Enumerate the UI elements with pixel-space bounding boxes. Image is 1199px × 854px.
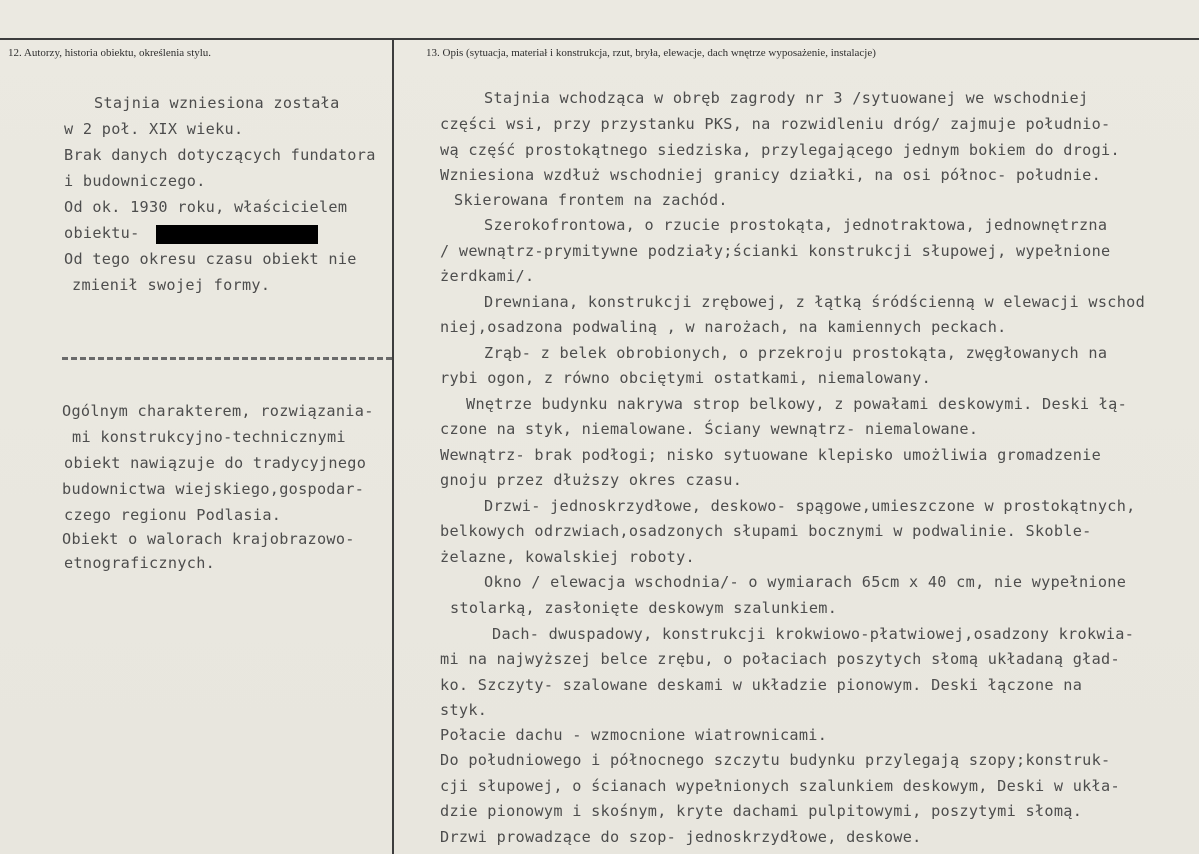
description-line: stolarką, zasłonięte deskowym szalunkiem. [450, 599, 838, 617]
description-line: części wsi, przy przystanku PKS, na rozwidleniu dróg/ zajmuje południo- [440, 115, 1111, 133]
description-line: Wzniesiona wzdłuż wschodniej granicy działki, na osi północ- południe. [440, 166, 1102, 184]
style-line: mi konstrukcyjno-technicznymi [72, 428, 346, 446]
description-line: żelazne, kowalskiej roboty. [440, 548, 695, 566]
section-12-title: 12. Autorzy, historia obiektu, określenia stylu. [8, 47, 212, 59]
section-13-title: 13. Opis (sytuacja, materiał i konstrukcja, rzut, bryła, elewacje, dach wnętrze wyposażenie, instalacje) [426, 47, 876, 59]
history-line: Brak danych dotyczących fundatora [64, 146, 376, 164]
description-line: cji słupowej, o ścianach wypełnionych szalunkiem deskowym, Deski w ukła- [440, 777, 1120, 795]
description-line: gnoju przez dłuższy okres czasu. [440, 471, 743, 489]
description-line: styk. [440, 701, 488, 719]
description-line: Wnętrze budynku nakrywa strop belkowy, z powałami deskowymi. Deski łą- [466, 395, 1128, 413]
description-line: Dach- dwuspadowy, konstrukcji krokwiowo-płatwiowej,osadzony krokwia- [492, 625, 1135, 643]
description-line: Wewnątrz- brak podłogi; nisko sytuowane klepisko umożliwia gromadzenie [440, 446, 1102, 464]
style-line: czego regionu Podlasia. [64, 506, 282, 524]
description-line: Drewniana, konstrukcji zrębowej, z łątką śródścienną w elewacji wschod [484, 293, 1146, 311]
description-line: Połacie dachu - wzmocnione wiatrownicami. [440, 726, 828, 744]
description-line: belkowych odrzwiach,osadzonych słupami bocznymi w podwalinie. Skoble- [440, 522, 1092, 540]
description-line: żerdkami/. [440, 267, 535, 285]
description-line: mi na najwyższej belce zrębu, o połaciach poszytych słomą układaną gład- [440, 650, 1120, 668]
history-line: Stajnia wzniesiona została [94, 94, 340, 112]
history-line: w 2 poł. XIX wieku. [64, 120, 244, 138]
style-line: etnograficznych. [64, 554, 216, 572]
description-line: Zrąb- z belek obrobionych, o przekroju prostokąta, zwęgłowanych na [484, 344, 1108, 362]
history-line: obiektu- [64, 224, 140, 242]
description-line: Skierowana frontem na zachód. [454, 191, 728, 209]
style-line: obiekt nawiązuje do tradycyjnego [64, 454, 367, 472]
history-line: i budowniczego. [64, 172, 206, 190]
redacted-owner-name [156, 225, 318, 244]
history-line: zmienił swojej formy. [72, 276, 271, 294]
history-line: Od ok. 1930 roku, właścicielem [64, 198, 348, 216]
description-line: Drzwi- jednoskrzydłowe, deskowo- spągowe,umieszczone w prostokątnych, [484, 497, 1136, 515]
style-line: Ogólnym charakterem, rozwiązania- [62, 402, 374, 420]
style-line: Obiekt o walorach krajobrazowo- [62, 530, 355, 548]
description-line: czone na styk, niemalowane. Ściany wewnątrz- niemalowane. [440, 420, 979, 438]
style-line: budownictwa wiejskiego,gospodar- [62, 480, 365, 498]
description-line: Do południowego i północnego szczytu budynku przylegają szopy;konstruk- [440, 751, 1111, 769]
description-line: / wewnątrz-prymitywne podziały;ścianki konstrukcji słupowej, wypełnione [440, 242, 1111, 260]
description-line: rybi ogon, z równo obciętymi ostatkami, niemalowany. [440, 369, 932, 387]
description-line: niej,osadzona podwaliną , w narożach, na kamiennych peckach. [440, 318, 1007, 336]
description-line: Drzwi prowadzące do szop- jednoskrzydłowe, deskowe. [440, 828, 922, 846]
header-rule [0, 38, 1199, 40]
column-divider [392, 38, 394, 854]
description-line: wą część prostokątnego siedziska, przylegającego jednym bokiem do drogi. [440, 141, 1120, 159]
description-line: Stajnia wchodząca w obręb zagrody nr 3 /sytuowanej we wschodniej [484, 89, 1089, 107]
dashed-separator [62, 357, 392, 360]
description-line: Okno / elewacja wschodnia/- o wymiarach 65cm x 40 cm, nie wypełnione [484, 573, 1127, 591]
history-line: Od tego okresu czasu obiekt nie [64, 250, 357, 268]
description-line: Szerokofrontowa, o rzucie prostokąta, jednotraktowa, jednownętrzna [484, 216, 1108, 234]
description-line: dzie pionowym i skośnym, kryte dachami pulpitowymi, poszytymi słomą. [440, 802, 1083, 820]
description-line: ko. Szczyty- szalowane deskami w układzie pionowym. Deski łączone na [440, 676, 1083, 694]
